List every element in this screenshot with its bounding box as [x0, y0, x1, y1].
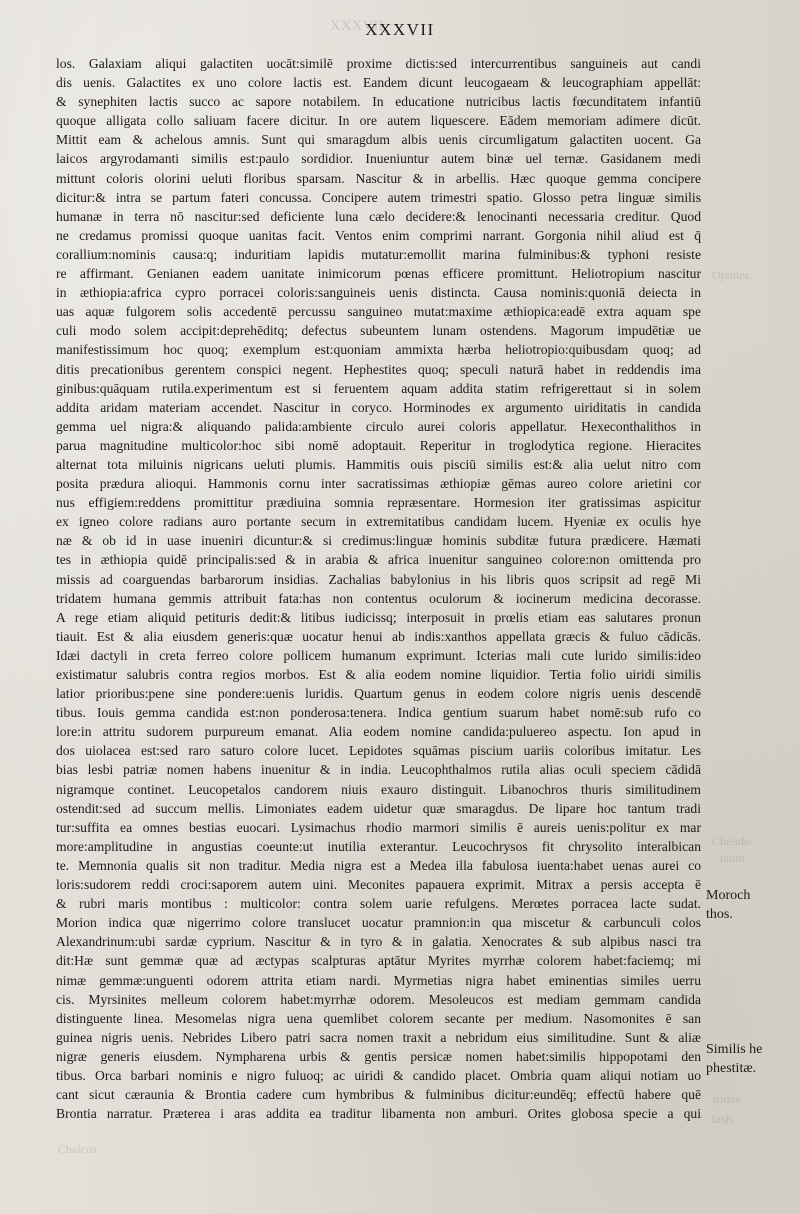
- text-line: Alexandrinum:ubi sardæ cyprium. Nascitur & in tyro & in galatia. Xenocrates & sub alpibus nasci tra: [56, 934, 701, 950]
- text-line: corallium:nominis causa:q; induritiam lapidis mutatur:emollit marina fulminibus:& typhoni resiste: [56, 246, 701, 262]
- text-line: manifestissimum hoc quoq; exemplum est:quoniam ammixta hærba heliotropio:quibusdam quoq; ad: [56, 342, 701, 358]
- text-line: ne credamus promissi quoque uanitas facit. Ventos enim comprimi narrant. Gorgonia nihil aliud est q̄: [56, 227, 701, 243]
- text-line: laicos argyrodamanti similis est:paulo sordidior. Inueniuntur autem binæ uel ternæ. Gasidanem medi: [56, 151, 701, 167]
- text-line: parua magnitudine multicolor:hoc sibi nomē adoptauit. Reperitur in troglodytica regione. Hieracites: [56, 437, 701, 453]
- text-line: existimatur salubris contra regios morbos. Est & alia eodem nomine liquidior. Tertia folio uiridi similis: [56, 667, 701, 682]
- text-line: loris:sudorem reddi croci:saporem autem uini. Meconites papauera exprimit. Mitrax a persis accepta ē: [56, 877, 701, 893]
- text-line: addita aridam materiam accendet. Nascitur in coryco. Horminodes ex argumento uiriditatis in candida: [56, 399, 701, 415]
- text-line: dos uiolacea est:sed raro saturo colore lucet. Lepidotes squāmas piscium uariis coloribus imitatur. Les: [56, 743, 701, 759]
- text-line: quoque alligata collo saliuam facere dicitur. In ore autem liquescere. Eādem memoriam adimere dicūt.: [56, 113, 701, 129]
- text-line: gemma uel nigra:& aliquando palida:ambiente circulo aurei coloris appellatur. Hexeconthalithos in: [56, 418, 701, 434]
- show-through-mark: Chalcos: [58, 1142, 97, 1156]
- show-through-mark: Ophites.: [712, 268, 753, 282]
- main-text-column: [56, 54, 701, 1123]
- show-through-mark: nium.: [720, 851, 748, 865]
- text-line: cis. Myrsinites melleum colorem habet:myrrhæ odorem. Mesoleucos est mediam gemmam candida: [56, 991, 701, 1007]
- text-line: culi modo solem accipit:deprehēditq; defectus subeuntem lunam ostendens. Magorum impudētiæ ue: [56, 323, 701, 339]
- text-line: nimæ gemmæ:unguenti odorem attrita etiam nardi. Myrmetias nigra habet eminentias similes uerru: [56, 972, 701, 988]
- show-through-mark: Iridos: [712, 1092, 740, 1106]
- text-line: lore:in attritu sudorem purpureum emanat. Alia eodem nomine candida:puluereo aspectu. Ion apud in: [56, 724, 701, 740]
- text-line: tiauit. Est & alia eiusdem generis:quæ uocatur henui ab indis:xanthos appellata græcis & fuluo cādicās.: [56, 628, 701, 644]
- text-line: te. Memnonia qualis sit non traditur. Media nigra est a Medea illa fabulosa iuenta:habet uenas aurei co: [56, 857, 701, 873]
- margin-note-line: Similis he: [706, 1042, 763, 1057]
- text-line: tes in æthiopia quidē principalis:sed & in arabia & africa inuenitur sanguineo colore:non omittenda pro: [56, 552, 701, 568]
- show-through-mark: XXXVII: [330, 18, 384, 34]
- text-line: ex igneo colore radians auro portante secum in extremitatibus candidam lucem. Hyeniæ ex oculis hye: [56, 514, 701, 530]
- margin-note-similis-hephestitae: [706, 1040, 762, 1078]
- text-line: næ & ob id in uase inueniri dicuntur:& si credimus:linguæ hominis subditæ futura prædicere. Hæmati: [56, 533, 701, 549]
- folio-number: XXXVII: [365, 20, 435, 39]
- text-line: & rubri maris montibus : multicolor: contra solem uarie refulgens. Merœtes porracea lacte sudat.: [56, 896, 701, 912]
- show-through-mark: lasis: [712, 1112, 734, 1126]
- text-line: in æthiopia:africa cypro porracei coloris:sanguineis uenis distincta. Causa nominis:quoniā deiecta in: [56, 285, 701, 301]
- text-line: Morion indica quæ nigerrimo colore translucet uocatur pramnion:in qua miscetur & carbunculi colos: [56, 915, 701, 931]
- text-line: alternat tota miluinis nigricans ueluti plumis. Hammitis ouis pisciū similis est:& alia uelut nitro com: [56, 456, 701, 472]
- text-line: tridatem humana gemmis attribuit fata:has non contentus oculorum & iocinerum medicina decorasse.: [56, 590, 701, 606]
- text-line: tibus. Orca barbari nominis e nigro fuluoq; ac uiridi & candido placet. Ombria quam aliqui notiam uo: [56, 1067, 701, 1083]
- text-line: tur:suffita ea omnes bestias euocari. Lysimachus rhodio marmori similis ē aureis uenis:politur ex mar: [56, 819, 701, 835]
- margin-note-line: Moroch: [706, 888, 751, 903]
- text-line: posita prædura alioqui. Hammonis cornu inter sacratissimas æthiopiæ gēmas aureo colore arietini cor: [56, 476, 701, 492]
- text-line: A rege etiam aliquid petituris dedit:& litibus iudicissq; interposuit in prœlis etiam eas salutares pronun: [56, 609, 701, 625]
- text-line: mittunt coloris olorini ueluti floribus sparsam. Nascitur & in arbellis. Hæc quoque gemma concipere: [56, 170, 701, 186]
- text-line: ginibus:quāquam rutila.experimentum est si feruentem aquam addita statim refrigerettaut si in solem: [56, 380, 701, 396]
- text-line: & synephiten lactis succo ac sapore notabilem. In educatione nutricibus lactis fœcunditatem infantiū: [56, 94, 701, 110]
- text-line: nigramque continet. Leucopetalos candorem niuis exauro distinguit. Libanochros thuris similitudinem: [56, 781, 701, 797]
- text-line: bias lesbi patriæ nomen habens inuenitur & in india. Leucophthalmos rutila alias oculi speciem cādidā: [56, 762, 701, 778]
- text-line: guinea nigris uenis. Nebrides Libero patri sacra nomen traxit a nebridum eius similitudine. Sunt & aliæ: [56, 1029, 701, 1045]
- text-line: los. Galaxiam aliqui galactiten uocāt:similē proxime dictis:sed intercurrentibus sanguineis aut candi: [56, 56, 701, 71]
- text-line: more:amplitudine in angustias coeunte:ut inutilia exterantur. Leucochrysos fit chrysolito interalbican: [56, 838, 701, 854]
- margin-note-line: thos.: [706, 907, 733, 922]
- text-line: cant sicut cæraunia & Brontia cadere cum hymbribus & fulminibus dicitur:eundēq; effectū habere quē: [56, 1087, 701, 1103]
- margin-note-morochthos: [706, 886, 750, 924]
- text-line: dicitur:& intra se partum fateri concussa. Concipere autem trimestri spatio. Glosso petra linguæ similis: [56, 189, 701, 205]
- show-through-mark: Chelido-: [712, 834, 754, 848]
- text-line: dis uenis. Galactites ex uno colore lactis est. Eandem dicunt leucogaeam & leucographiam appellāt:: [56, 75, 701, 91]
- text-line: missis ad coarguendas barbarorum insidias. Zachalias babylonius in his libris quos scripsit ad regē Mi: [56, 571, 701, 587]
- text-line: nigræ generis eiusdem. Nympharena urbis & gentis persicæ nomen habet:similis hippopotami den: [56, 1048, 701, 1064]
- margin-note-line: phestitæ.: [706, 1061, 757, 1076]
- text-line: dit:Hæ sunt gemmæ quæ ad æctypas scalpturas aptātur Myrites myrrhæ colorem habet:faciemq; mi: [56, 953, 701, 969]
- text-line: ditis precationibus gerentem conspici negent. Hephestites quoq; speculi naturā habet in reddendis ima: [56, 361, 701, 377]
- text-line: re affirmant. Genianen eadem uanitate inimicorum pœnas efficere promittunt. Heliotropium nascitur: [56, 266, 701, 282]
- text-line: humanæ in terra nō nascitur:sed deficiente luna cælo decidere:& lenocinanti necessaria creditur. Quod: [56, 208, 701, 224]
- text-line: nus effigiem:reddens promittitur prædiuina somnia repræsentare. Hormesion iter gratissimas aspicitur: [56, 495, 701, 511]
- text-line: Idæi dactyli in creta ferreo colore pollicem humanum exprimunt. Icterias mali cute lurido similis:ideo: [56, 647, 701, 663]
- text-line: latior prioribus:pene sine pondere:uenis luridis. Quartum genus in eodem colore nigris uenis descendē: [56, 686, 701, 702]
- text-line: ostendit:sed ad succum mellis. Limoniates eadem uidetur quæ smaragdus. De lipare hoc tantum tradi: [56, 800, 701, 816]
- text-line: tibus. Iouis gemma candida est:non ponderosa:tenera. Indica gentium suarum habet nomē:sub rufo co: [56, 705, 701, 721]
- text-line: uas aquæ fulgorem solis accedentē percussu sanguineo mutat:maxime æthiopica:eadē extra aquam spe: [56, 304, 701, 320]
- text-line: Brontia narratur. Præterea i aras addita ea traditur libamenta non amburi. Orites globosa specie a qui: [56, 1106, 701, 1122]
- text-line: distinguente linea. Mesomelas nigra uena quemlibet colorem secante per medium. Nasomonites ē san: [56, 1010, 701, 1026]
- text-line: Mittit eam & achelous amnis. Sunt qui smaragdum albis uenis circumligatum galactiten uocent. Ga: [56, 132, 701, 148]
